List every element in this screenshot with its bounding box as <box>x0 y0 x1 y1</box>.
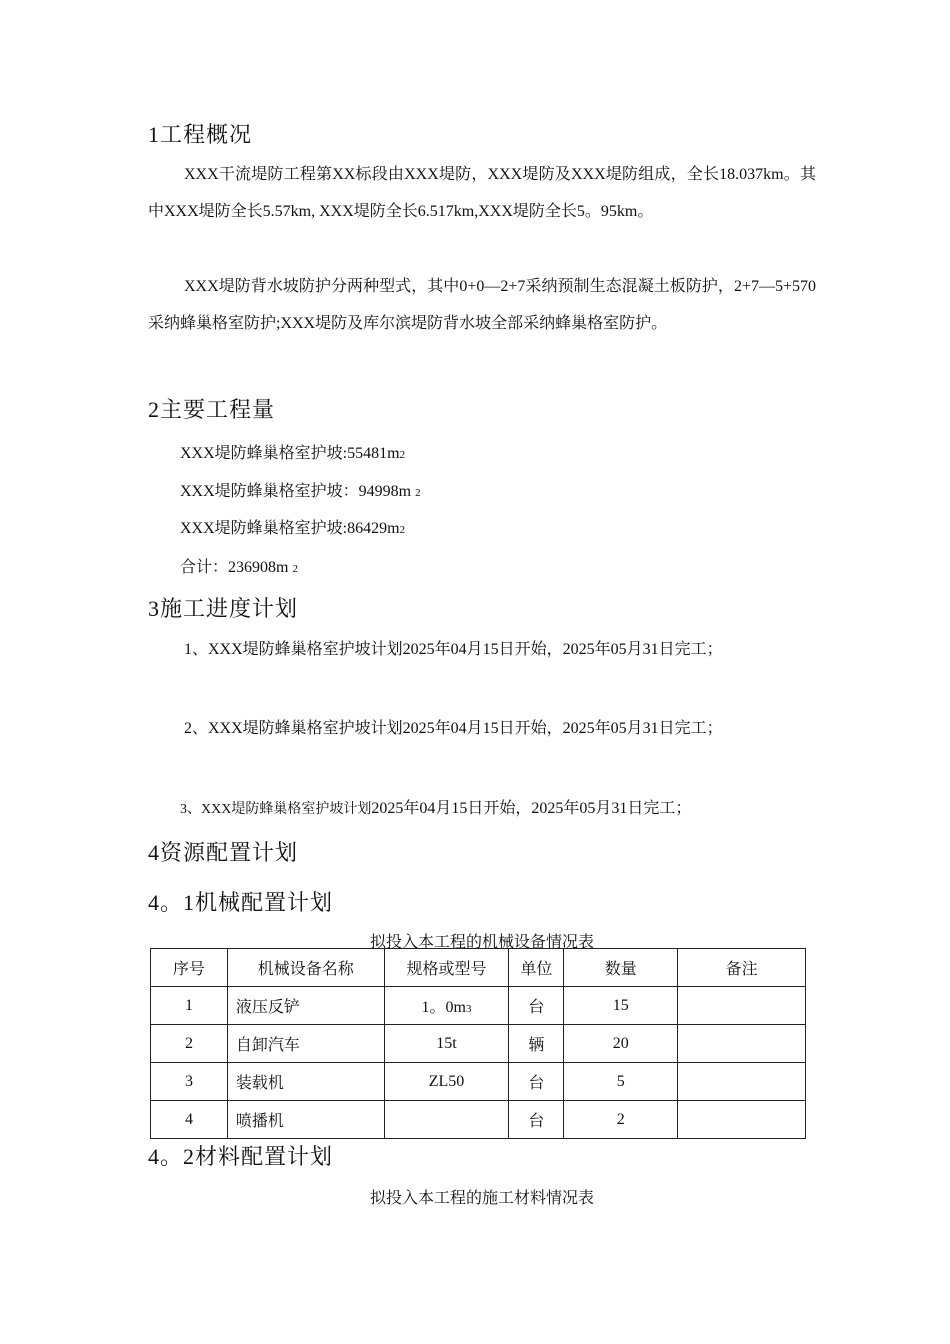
header-cell: 数量 <box>564 949 678 987</box>
cell-spec: ZL50 <box>384 1063 509 1101</box>
table-caption: 拟投入本工程的机械设备情况表 <box>369 934 594 951</box>
header-cell: 序号 <box>151 949 228 987</box>
table2-caption: 拟投入本工程的施工材料情况表 <box>369 1190 594 1207</box>
cell-no: 3 <box>151 1063 228 1101</box>
cell-note <box>678 1063 806 1101</box>
cell-qty: 20 <box>564 1025 678 1063</box>
quantity-item-2: XXX堤防蜂巢格室护坡：94998m 2 <box>180 483 421 500</box>
cell-no: 4 <box>151 1101 228 1139</box>
cell-name: 液压反铲 <box>227 987 384 1025</box>
schedule-item-3: 3、XXX堤防蜂巢格室护坡计划2025年04月15日开始，2025年05月31日完工； <box>180 800 692 817</box>
cell-unit: 辆 <box>509 1025 564 1063</box>
section1-para1: XXX干流堤防工程第XX标段由XXX堤防，XXX堤防及XXX堤防组成，全长18.037km。其中XXX堤防全长5.57km, XXX堤防全长6.517km,XXX堤防全长5。95km。 <box>148 166 816 220</box>
table-header-row <box>151 949 806 987</box>
cell-spec: 1。0m3 <box>384 987 509 1025</box>
cell-unit: 台 <box>509 987 564 1025</box>
section4-1-title: 4。1机械配置计划 <box>148 890 334 915</box>
cell-name: 喷播机 <box>227 1101 384 1139</box>
section2-title: 2主要工程量 <box>148 397 276 422</box>
cell-name: 装载机 <box>227 1063 384 1101</box>
equipment-table <box>150 948 806 1139</box>
cell-unit: 台 <box>509 1101 564 1139</box>
cell-note <box>678 1025 806 1063</box>
quantity-total: 合计：236908m 2 <box>180 559 298 576</box>
cell-name: 自卸汽车 <box>227 1025 384 1063</box>
cell-qty: 15 <box>564 987 678 1025</box>
cell-no: 2 <box>151 1025 228 1063</box>
header-cell: 规格或型号 <box>384 949 509 987</box>
section1-para2: XXX堤防背水坡防护分两种型式，其中0+0—2+7采纳预制生态混凝土板防护，2+7—5+570采纳蜂巢格室防护;XXX堤防及库尔滨堤防背水坡全部采纳蜂巢格室防护。 <box>148 278 816 332</box>
header-cell: 备注 <box>678 949 806 987</box>
section1-title: 1工程概况 <box>148 122 253 147</box>
table-row <box>151 1063 806 1101</box>
cell-note <box>678 1101 806 1139</box>
section4-2-title: 4。2材料配置计划 <box>148 1144 334 1169</box>
header-cell: 单位 <box>509 949 564 987</box>
cell-spec <box>384 1101 509 1139</box>
cell-no: 1 <box>151 987 228 1025</box>
quantity-item-1: XXX堤防蜂巢格室护坡:55481m2 <box>180 445 406 462</box>
section4-title: 4资源配置计划 <box>148 840 299 865</box>
table-row <box>151 1025 806 1063</box>
cell-qty: 2 <box>564 1101 678 1139</box>
quantity-item-3: XXX堤防蜂巢格室护坡:86429m2 <box>180 520 406 537</box>
schedule-item-2: 2、XXX堤防蜂巢格室护坡计划2025年04月15日开始，2025年05月31日完工； <box>184 720 723 737</box>
table-row <box>151 1101 806 1139</box>
section3-title: 3施工进度计划 <box>148 596 299 621</box>
cell-note <box>678 987 806 1025</box>
table-row <box>151 987 806 1025</box>
cell-spec: 15t <box>384 1025 509 1063</box>
cell-qty: 5 <box>564 1063 678 1101</box>
cell-unit: 台 <box>509 1063 564 1101</box>
header-cell: 机械设备名称 <box>227 949 384 987</box>
schedule-item-1: 1、XXX堤防蜂巢格室护坡计划2025年04月15日开始，2025年05月31日完工； <box>184 641 723 658</box>
